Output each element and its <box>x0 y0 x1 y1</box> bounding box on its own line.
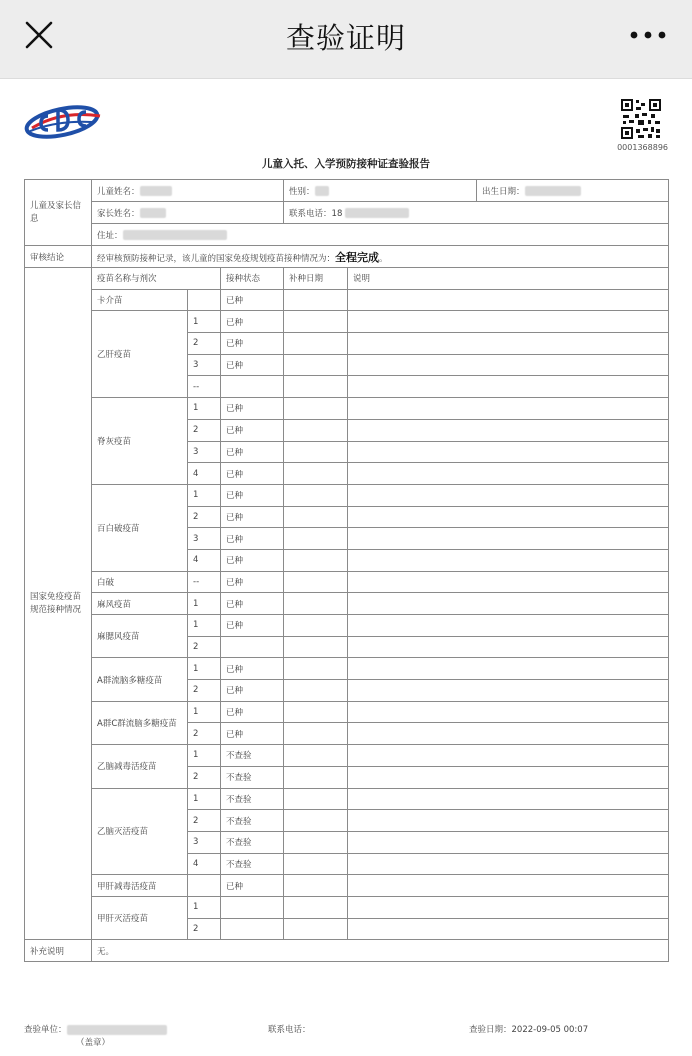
redacted-parent-name <box>140 208 166 218</box>
catchup-date <box>284 831 348 853</box>
vaccine-status: 已种 <box>221 615 284 637</box>
vaccine-row <box>25 788 669 810</box>
vaccine-note <box>348 398 669 420</box>
redacted-unit <box>67 1025 167 1035</box>
vaccine-name-header: 疫苗名称与剂次 <box>92 268 221 290</box>
parent-name-cell: 家长姓名： <box>92 202 284 224</box>
more-horizontal-icon <box>628 22 668 48</box>
vaccine-name: 甲肝灭活疫苗 <box>92 896 188 939</box>
catchup-date <box>284 853 348 875</box>
vaccine-row <box>25 289 669 311</box>
footer-unit: 查验单位： <box>24 1023 167 1035</box>
vaccine-dose: 1 <box>188 398 221 420</box>
vaccine-note <box>348 333 669 355</box>
vaccine-dose: 4 <box>188 463 221 485</box>
vaccine-name: 麻风疫苗 <box>92 593 188 615</box>
vaccine-dose: 1 <box>188 745 221 767</box>
catchup-date <box>284 419 348 441</box>
vaccine-row <box>25 658 669 680</box>
vaccine-note <box>348 766 669 788</box>
vaccine-note <box>348 636 669 658</box>
catchup-date <box>284 311 348 333</box>
vaccine-dose <box>188 289 221 311</box>
catchup-date <box>284 658 348 680</box>
vaccine-note <box>348 311 669 333</box>
vaccine-status <box>221 636 284 658</box>
catchup-date <box>284 441 348 463</box>
catchup-date <box>284 810 348 832</box>
info-section-label: 儿童及家长信息 <box>25 180 92 246</box>
report-table <box>24 179 669 962</box>
vaccine-header-row <box>25 268 669 290</box>
vaccine-name: 乙脑减毒活疫苗 <box>92 745 188 788</box>
vaccine-name: 麻腮风疫苗 <box>92 615 188 658</box>
info-row-child <box>25 180 669 202</box>
vaccine-status: 已种 <box>221 311 284 333</box>
catchup-date <box>284 593 348 615</box>
vaccine-row <box>25 484 669 506</box>
vaccine-dose: 3 <box>188 831 221 853</box>
vaccine-dose: 3 <box>188 528 221 550</box>
vaccination-section-label: 国家免疫疫苗规范接种情况 <box>25 268 92 940</box>
vaccine-status: 不查验 <box>221 853 284 875</box>
footer-seal: （盖章） <box>76 1038 111 1048</box>
vaccine-note <box>348 745 669 767</box>
vaccine-dose: -- <box>188 376 221 398</box>
catchup-date <box>284 636 348 658</box>
redacted-phone <box>345 208 409 218</box>
app-header <box>0 0 692 79</box>
vaccine-name: 百白破疫苗 <box>92 484 188 571</box>
vaccine-note <box>348 571 669 593</box>
vaccine-note <box>348 593 669 615</box>
catchup-date <box>284 875 348 897</box>
vaccine-status: 不查验 <box>221 810 284 832</box>
vaccine-dose: 2 <box>188 766 221 788</box>
qr-code <box>621 99 661 139</box>
catchup-date <box>284 918 348 940</box>
vaccine-dose: 2 <box>188 810 221 832</box>
footer-phone: 联系电话： <box>268 1025 311 1035</box>
vaccine-status: 已种 <box>221 484 284 506</box>
redacted-child-name <box>140 186 172 196</box>
status-header: 接种状态 <box>221 268 284 290</box>
vaccine-status: 已种 <box>221 658 284 680</box>
vaccine-status: 已种 <box>221 463 284 485</box>
catchup-date <box>284 506 348 528</box>
vaccine-name: 乙肝疫苗 <box>92 311 188 398</box>
report-title: 儿童入托、入学预防接种证查验报告 <box>262 158 430 170</box>
vaccine-note <box>348 918 669 940</box>
vaccine-row <box>25 875 669 897</box>
vaccine-row <box>25 593 669 615</box>
vaccine-status: 已种 <box>221 528 284 550</box>
redacted-birth-date <box>525 186 581 196</box>
vaccine-status: 不查验 <box>221 745 284 767</box>
vaccine-note <box>348 441 669 463</box>
vaccine-note <box>348 896 669 918</box>
vaccine-status: 已种 <box>221 701 284 723</box>
vaccine-status: 已种 <box>221 680 284 702</box>
vaccine-name: 卡介苗 <box>92 289 188 311</box>
vaccine-dose: 2 <box>188 680 221 702</box>
vaccine-status: 已种 <box>221 571 284 593</box>
vaccine-dose: 4 <box>188 549 221 571</box>
supplement-row <box>25 940 669 962</box>
vaccine-name: A群C群流脑多糖疫苗 <box>92 701 188 744</box>
catchup-date <box>284 680 348 702</box>
vaccine-status: 已种 <box>221 398 284 420</box>
vaccine-note <box>348 615 669 637</box>
vaccine-status <box>221 918 284 940</box>
conclusion-cell: 经审核预防接种记录，该儿童的国家免疫规划疫苗接种情况为：全程完成。 <box>92 246 669 268</box>
vaccine-dose: 2 <box>188 333 221 355</box>
catchup-date <box>284 723 348 745</box>
catchup-date <box>284 615 348 637</box>
gender-cell: 性别： <box>284 180 477 202</box>
vaccine-note <box>348 831 669 853</box>
vaccine-dose: 3 <box>188 354 221 376</box>
child-name-cell: 儿童姓名： <box>92 180 284 202</box>
supplement-text: 无。 <box>92 940 669 962</box>
vaccine-status: 已种 <box>221 354 284 376</box>
supplement-label: 补充说明 <box>25 940 92 962</box>
vaccine-name: 甲肝减毒活疫苗 <box>92 875 188 897</box>
vaccine-name: 乙脑灭活疫苗 <box>92 788 188 875</box>
vaccine-status: 不查验 <box>221 788 284 810</box>
vaccine-dose: 1 <box>188 896 221 918</box>
vaccine-dose: 1 <box>188 484 221 506</box>
vaccine-name: 脊灰疫苗 <box>92 398 188 485</box>
qr-serial-number: 0001368896 <box>617 143 668 152</box>
info-row-address <box>25 224 669 246</box>
vaccine-note <box>348 463 669 485</box>
birth-date-cell: 出生日期： <box>477 180 669 202</box>
vaccine-row <box>25 745 669 767</box>
vaccine-status: 已种 <box>221 333 284 355</box>
vaccine-dose: 2 <box>188 636 221 658</box>
vaccine-row <box>25 571 669 593</box>
address-cell: 住址： <box>92 224 669 246</box>
vaccine-dose <box>188 875 221 897</box>
info-row-parent <box>25 202 669 224</box>
catchup-date <box>284 788 348 810</box>
vaccine-note <box>348 788 669 810</box>
vaccine-dose: -- <box>188 571 221 593</box>
cdc-logo <box>22 98 108 142</box>
vaccine-dose: 2 <box>188 723 221 745</box>
catchup-date <box>284 484 348 506</box>
vaccine-note <box>348 484 669 506</box>
vaccine-dose: 1 <box>188 701 221 723</box>
catchup-date <box>284 398 348 420</box>
vaccine-status: 已种 <box>221 549 284 571</box>
vaccine-row <box>25 701 669 723</box>
catchup-date <box>284 376 348 398</box>
vaccine-note <box>348 419 669 441</box>
vaccine-row <box>25 896 669 918</box>
catchup-date-header: 补种日期 <box>284 268 348 290</box>
vaccine-dose: 2 <box>188 419 221 441</box>
catchup-date <box>284 463 348 485</box>
vaccine-name: A群流脑多糖疫苗 <box>92 658 188 701</box>
vaccine-status: 已种 <box>221 506 284 528</box>
page-title: 查验证明 <box>285 21 406 55</box>
vaccine-dose: 1 <box>188 615 221 637</box>
vaccine-note <box>348 810 669 832</box>
vaccine-status: 已种 <box>221 723 284 745</box>
vaccine-status: 不查验 <box>221 831 284 853</box>
vaccine-note <box>348 528 669 550</box>
catchup-date <box>284 701 348 723</box>
vaccine-status <box>221 376 284 398</box>
vaccine-dose: 1 <box>188 593 221 615</box>
catchup-date <box>284 354 348 376</box>
catchup-date <box>284 571 348 593</box>
note-header: 说明 <box>348 268 669 290</box>
phone-cell: 联系电话：18 <box>284 202 669 224</box>
vaccine-note <box>348 354 669 376</box>
vaccine-note <box>348 723 669 745</box>
vaccine-note <box>348 549 669 571</box>
more-button[interactable] <box>628 22 668 48</box>
vaccine-status: 已种 <box>221 441 284 463</box>
conclusion-row <box>25 246 669 268</box>
vaccine-status: 已种 <box>221 875 284 897</box>
vaccine-row <box>25 398 669 420</box>
redacted-gender <box>315 186 329 196</box>
vaccine-note <box>348 658 669 680</box>
vaccine-note <box>348 701 669 723</box>
vaccine-dose: 1 <box>188 658 221 680</box>
catchup-date <box>284 766 348 788</box>
catchup-date <box>284 549 348 571</box>
vaccine-dose: 1 <box>188 788 221 810</box>
conclusion-label: 审核结论 <box>25 246 92 268</box>
vaccine-status: 已种 <box>221 289 284 311</box>
vaccine-dose: 2 <box>188 506 221 528</box>
catchup-date <box>284 289 348 311</box>
footer-date: 查验日期：2022-09-05 00:07 <box>469 1025 589 1035</box>
vaccine-dose: 4 <box>188 853 221 875</box>
vaccine-status: 已种 <box>221 419 284 441</box>
catchup-date <box>284 896 348 918</box>
vaccine-note <box>348 289 669 311</box>
vaccine-dose: 1 <box>188 311 221 333</box>
vaccine-dose: 2 <box>188 918 221 940</box>
vaccine-row <box>25 311 669 333</box>
vaccine-row <box>25 615 669 637</box>
vaccine-note <box>348 506 669 528</box>
catchup-date <box>284 745 348 767</box>
vaccine-note <box>348 376 669 398</box>
vaccine-status: 已种 <box>221 593 284 615</box>
vaccine-note <box>348 680 669 702</box>
conclusion-result: 全程完成 <box>335 250 380 264</box>
vaccine-name: 白破 <box>92 571 188 593</box>
vaccine-dose: 3 <box>188 441 221 463</box>
vaccine-note <box>348 875 669 897</box>
vaccine-note <box>348 853 669 875</box>
vaccine-status: 不查验 <box>221 766 284 788</box>
catchup-date <box>284 333 348 355</box>
redacted-address <box>123 230 227 240</box>
catchup-date <box>284 528 348 550</box>
vaccine-status <box>221 896 284 918</box>
